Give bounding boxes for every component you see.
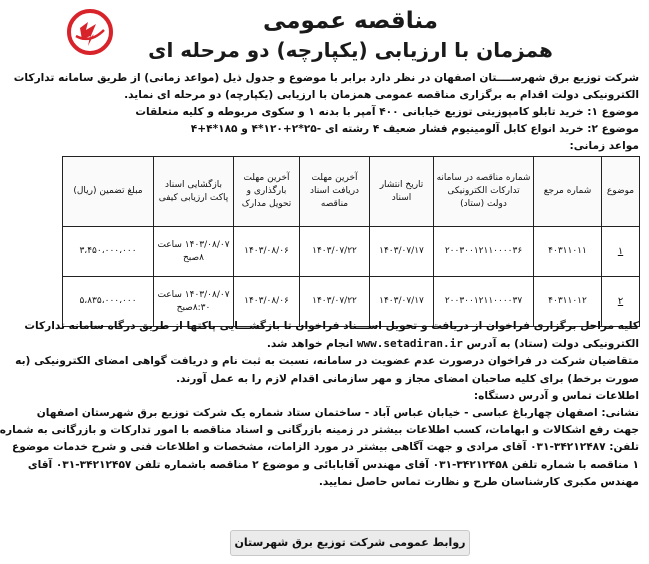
col-header-tender-number: شماره مناقصه در سامانه تدارکات الکترونیکی دولت (ستاد) <box>434 157 534 227</box>
col-header-topic: موضوع <box>602 157 640 227</box>
setad-link[interactable]: www.setadiran.ir <box>356 337 463 351</box>
table-row <box>63 227 640 277</box>
schedule-heading: مواعد زمانی: <box>569 140 639 152</box>
intro-section <box>13 70 639 155</box>
contact-line: تلفن: ۳۴۲۱۲۴۸۷-۰۳۱ آقای مرادی و جهت آگاهی بیشتر در مورد الزامات، مشخصات و اطلاعات فنی و شرح خدمات موضوع <box>12 441 639 454</box>
schedule-table <box>62 156 640 327</box>
cell-publish-date: ۱۴۰۳/۰۷/۱۷ <box>370 227 434 277</box>
col-header-opening: بازگشایی اسناد پاکت ارزیابی کیفی <box>154 157 234 227</box>
contact-line: مهندس مکبری کارشناسان طرح و نظارت تماس حاصل نمایید. <box>318 475 639 488</box>
col-header-publish-date: تاریخ انتشار اسناد <box>370 157 434 227</box>
body-text: انجام خواهد شد. <box>266 338 354 351</box>
body-line: صورت برخط) برای کلیه صاحبان امضای مجاز و مهر سازمانی اقدام لازم را به عمل آورند. <box>176 372 639 385</box>
contact-line: نشانی: اصفهان چهارباغ عباسی - خیابان عباس آباد - ساختمان ستاد شماره یک شرکت توزیع برق شهرستان اصفهان <box>36 407 639 420</box>
cell-upload-deadline: ۱۴۰۳/۰۸/۰۶ <box>234 227 300 277</box>
topic-2-line: موضوع ۲: خرید انواع کابل آلومینیوم فشار ضعیف ۴ رشته ای -۲۵*۲+۱۲۰*۴ و ۱۸۵*۴+۴ <box>190 123 639 135</box>
contact-heading: اطلاعات تماس و آدرس دستگاه: <box>473 389 639 402</box>
topic-1-line: موضوع ۱: خرید تابلو کامپوزیتی توزیع خیابانی ۴۰۰ آمپر با بدنه ۱ و سکوی مربوطه و کلیه متعلقات <box>135 106 639 118</box>
cell-opening: ۱۴۰۳/۰۸/۰۷ ساعت ۸:۳۰صبح <box>154 277 234 327</box>
intro-line: الکترونیکی دولت اقدام به برگزاری مناقصه عمومی همزمان با ارزیابی (یکپارچه) دو مرحله ای نماید. <box>124 89 639 101</box>
cell-guarantee: ۳،۴۵۰،۰۰۰،۰۰۰ <box>63 227 154 277</box>
details-section <box>0 318 639 491</box>
footer-signature: روابط عمومی شرکت توزیع برق شهرستان <box>230 530 470 556</box>
cell-tender-number: ۲۰۰۳۰۰۱۲۱۱۰۰۰۰۳۶ <box>434 227 534 277</box>
cell-opening: ۱۴۰۳/۰۸/۰۷ ساعت ۸صبح <box>154 227 234 277</box>
body-line-with-url <box>62 335 639 353</box>
col-header-upload-deadline: آخرین مهلت بارگذاری و تحویل مدارک <box>234 157 300 227</box>
contact-line: جهت رفع اشکالات و ابهامات، کسب اطلاعات بیشتر در زمینه بازرگانی و اسناد مناقصه با امور تدارکات و بازرگانی به شماره <box>0 424 639 437</box>
col-header-document-deadline: آخرین مهلت دریافت اسناد مناقصه <box>300 157 370 227</box>
cell-tender-number: ۲۰۰۳۰۰۱۲۱۱۰۰۰۰۳۷ <box>434 277 534 327</box>
contact-line: ۱ مناقصه با شماره تلفن ۳۴۲۱۲۴۵۸-۰۳۱ آقای مهندس آقابابائی و موضوع ۲ مناقصه باشماره تلفن ۳۴۲۱۲۴۵۷-۰۳۱ آقای <box>27 458 639 471</box>
cell-reference: ۴۰۳۱۱۰۱۲ <box>534 277 602 327</box>
cell-topic: ۲ <box>602 277 640 327</box>
intro-line: شرکت توزیع برق شهرســــتان اصفهان در نظر دارد برابر با موضوع و جدول ذیل (مواعد زمانی) از طریق سامانه تدارکات <box>13 72 639 84</box>
col-header-guarantee: مبلغ تضمین (ریال) <box>63 157 154 227</box>
cell-publish-date: ۱۴۰۳/۰۷/۱۷ <box>370 277 434 327</box>
page-title: مناقصه عمومی <box>262 8 438 34</box>
page-subtitle: همزمان با ارزیابی (یکپارچه) دو مرحله ای <box>148 38 553 62</box>
body-line: متقاضیان شرکت در فراخوان درصورت عدم عضویت در سامانه، نسبت به ثبت نام و دریافت گواهی امضای الکترونیکی (به <box>15 355 639 368</box>
cell-document-deadline: ۱۴۰۳/۰۷/۲۲ <box>300 227 370 277</box>
table-header-row <box>63 157 640 227</box>
cell-upload-deadline: ۱۴۰۳/۰۸/۰۶ <box>234 277 300 327</box>
body-text: الکترونیکی دولت (ستاد) به آدرس <box>466 338 639 351</box>
body-line: کلیه مراحل برگزاری فراخوان از دریافت و تحویل اســـناد فراخوان تا بازگشـــایی پاکتها از طریق درگاه سامانه تدارکات <box>24 320 639 332</box>
cell-document-deadline: ۱۴۰۳/۰۷/۲۲ <box>300 277 370 327</box>
cell-guarantee: ۵،۸۳۵،۰۰۰،۰۰۰ <box>63 277 154 327</box>
cell-reference: ۴۰۳۱۱۰۱۱ <box>534 227 602 277</box>
cell-topic: ۱ <box>602 227 640 277</box>
col-header-reference: شماره مرجع <box>534 157 602 227</box>
